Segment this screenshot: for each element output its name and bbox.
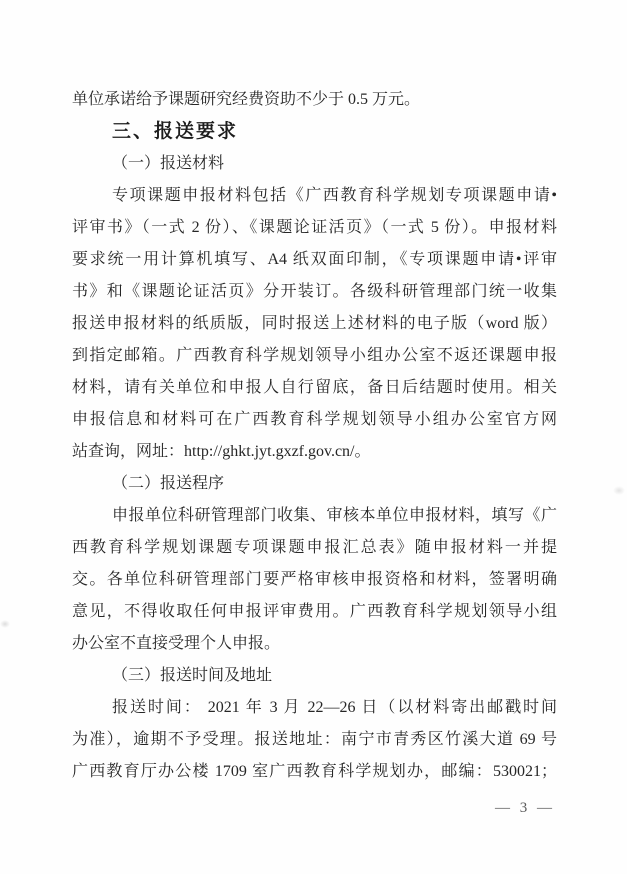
body-line: 到指定邮箱。广西教育科学规划领导小组办公室不返还课题申报 [72, 347, 557, 364]
subsection-heading: （一）报送材料 [112, 155, 225, 172]
body-line: 申报单位科研管理部门收集、审核本单位申报材料，填写《广 [112, 507, 557, 524]
body-line: 材料，请有关单位和申报人自行留底，备日后结题时使用。相关 [72, 379, 557, 396]
body-line: 办公室不直接受理个人申报。 [72, 635, 281, 652]
section-heading: 三、报送要求 [112, 121, 239, 142]
body-line: 专项课题申报材料包括《广西教育科学规划专项课题申请• [112, 187, 557, 204]
page-number: — 3 — [495, 800, 555, 816]
body-line: 站查询，网址：http://ghkt.jyt.gxzf.gov.cn/。 [72, 443, 371, 460]
body-line: 书》和《课题论证活页》分开装订。各级科研管理部门统一收集 [72, 283, 557, 300]
subsection-heading: （二）报送程序 [112, 475, 225, 492]
body-line: 要求统一用计算机填写、A4 纸双面印制，《专项课题申请•评审 [72, 251, 557, 268]
body-line: 意见，不得收取任何申报评审费用。广西教育科学规划领导小组 [72, 603, 557, 620]
body-line: 交。各单位科研管理部门要严格审核申报资格和材料，签署明确 [72, 571, 557, 588]
scan-smudge-left [0, 620, 10, 628]
body-line: 申报信息和材料可在广西教育科学规划领导小组办公室官方网 [72, 411, 557, 428]
body-line: 为准），逾期不予受理。报送地址：南宁市青秀区竹溪大道 69 号 [72, 731, 557, 748]
body-line: 报送申报材料的纸质版，同时报送上述材料的电子版（word 版） [72, 315, 557, 332]
body-line: 单位承诺给予课题研究经费资助不少于 0.5 万元。 [72, 91, 421, 108]
document-body [72, 84, 557, 788]
body-line: 广西教育厅办公楼 1709 室广西教育科学规划办，邮编：530021； [72, 763, 557, 780]
page-footer [495, 800, 555, 817]
subsection-heading: （三）报送时间及地址 [112, 667, 273, 684]
body-line: 评审书》（一式 2 份）、《课题论证活页》（一式 5 份）。申报材料 [72, 219, 557, 236]
scan-smudge-right [613, 486, 625, 495]
body-line: 西教育科学规划课题专项课题申报汇总表》随申报材料一并提 [72, 539, 557, 556]
body-line: 报送时间： 2021 年 3 月 22—26 日（以材料寄出邮戳时间 [112, 699, 557, 716]
